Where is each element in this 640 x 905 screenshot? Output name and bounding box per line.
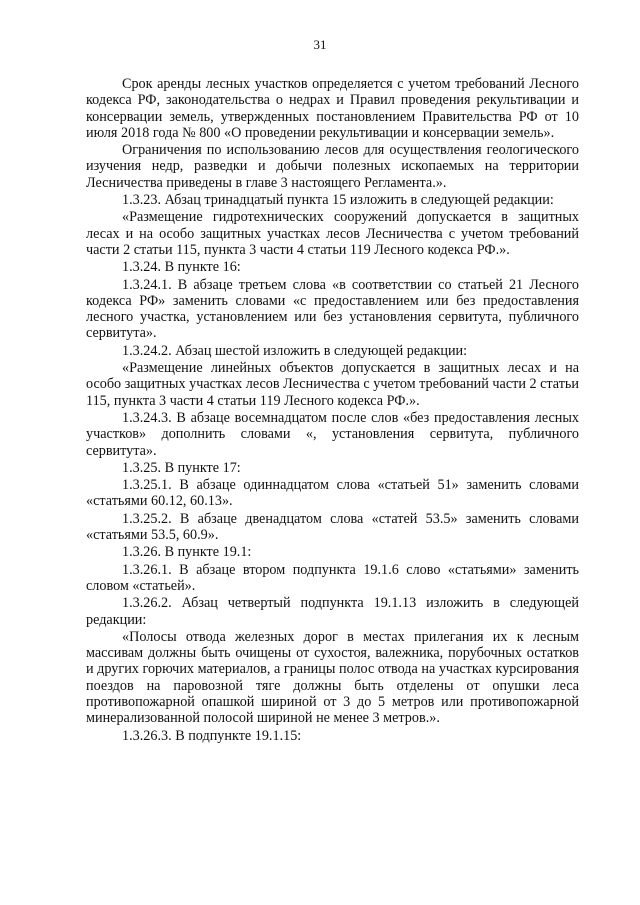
paragraph-1-3-23: 1.3.23. Абзац тринадцатый пункта 15 изложить в следующей редакции: <box>122 192 554 209</box>
paragraph-1-3-26-2: 1.3.26.2. Абзац четвертый подпункта 19.1.13 изложить в следующей редакции: <box>86 595 579 628</box>
paragraph-1-3-26: 1.3.26. В пункте 19.1: <box>122 544 252 561</box>
paragraph-linear-objects: «Размещение линейных объектов допускается в защитных лесах и на особо защитных участках лесов Лесничества с учетом требований части 2 статьи 115, пункта 3 части 4 статьи 119 Лесного кодекса РФ.». <box>86 360 579 409</box>
paragraph-railway-clearance: «Полосы отвода железных дорог в местах прилегания их к лесным массивам должны быть очищены от сухостоя, валежника, порубочных остатков и других горючих материалов, а границы полос отвода на участках курсирования поездов на паровозной тяге должны быть отделены от опушки леса противопожарной опашкой шириной от 3 до 5 метров или противопожарной минерализованной полосой шириной не менее 3 метров.». <box>86 628 579 727</box>
paragraph-1-3-24-2: 1.3.24.2. Абзац шестой изложить в следующей редакции: <box>122 342 468 359</box>
paragraph-hydro-structures: «Размещение гидротехнических сооружений допускается в защитных лесах и на особо защитных участках лесов Лесничества с учетом требований части 2 статьи 115, пункта 3 части 4 статьи 119 Лесного кодекса РФ.». <box>86 209 579 258</box>
paragraph-1-3-25-2: 1.3.25.2. В абзаце двенадцатом слова «статей 53.5» заменить словами «статьями 53.5, 60.9». <box>86 510 579 544</box>
paragraph-1-3-26-1: 1.3.26.1. В абзаце втором подпункта 19.1.6 слово «статьями» заменить словом «статьей». <box>86 561 579 594</box>
paragraph-1-3-24: 1.3.24. В пункте 16: <box>122 259 241 276</box>
paragraph-geology-restrictions: Ограничения по использованию лесов для осуществления геологического изучения недр, разведки и добычи полезных ископаемых на территории Лесничества приведены в главе 3 настоящего Регламента.». <box>86 142 579 191</box>
paragraph-lease-term: Срок аренды лесных участков определяется с учетом требований Лесного кодекса РФ, законодательства о недрах и Правил проведения рекультивации и консервации земель, утвержденных постановлением Правительства РФ от 10 июля 2018 года № 800 «О проведении рекультивации и консервации земель». <box>86 76 579 141</box>
paragraph-1-3-25: 1.3.25. В пункте 17: <box>122 459 241 476</box>
paragraph-1-3-25-1: 1.3.25.1. В абзаце одиннадцатом слова «статьей 51» заменить словами «статьями 60.12, 60.13». <box>86 477 579 510</box>
document-body <box>86 76 579 744</box>
paragraph-1-3-26-3: 1.3.26.3. В подпункте 19.1.15: <box>122 727 302 744</box>
page-number: 31 <box>313 37 327 52</box>
paragraph-1-3-24-1: 1.3.24.1. В абзаце третьем слова «в соответствии со статьей 21 Лесного кодекса РФ» заменить словами «с предоставлением или без предоставления лесного участка, установлением или без установления сервитута, публичного сервитута». <box>86 276 579 342</box>
paragraph-1-3-24-3: 1.3.24.3. В абзаце восемнадцатом после слов «без предоставления лесных участков» дополнить словами «, установления сервитута, публичного сервитута». <box>86 409 579 459</box>
